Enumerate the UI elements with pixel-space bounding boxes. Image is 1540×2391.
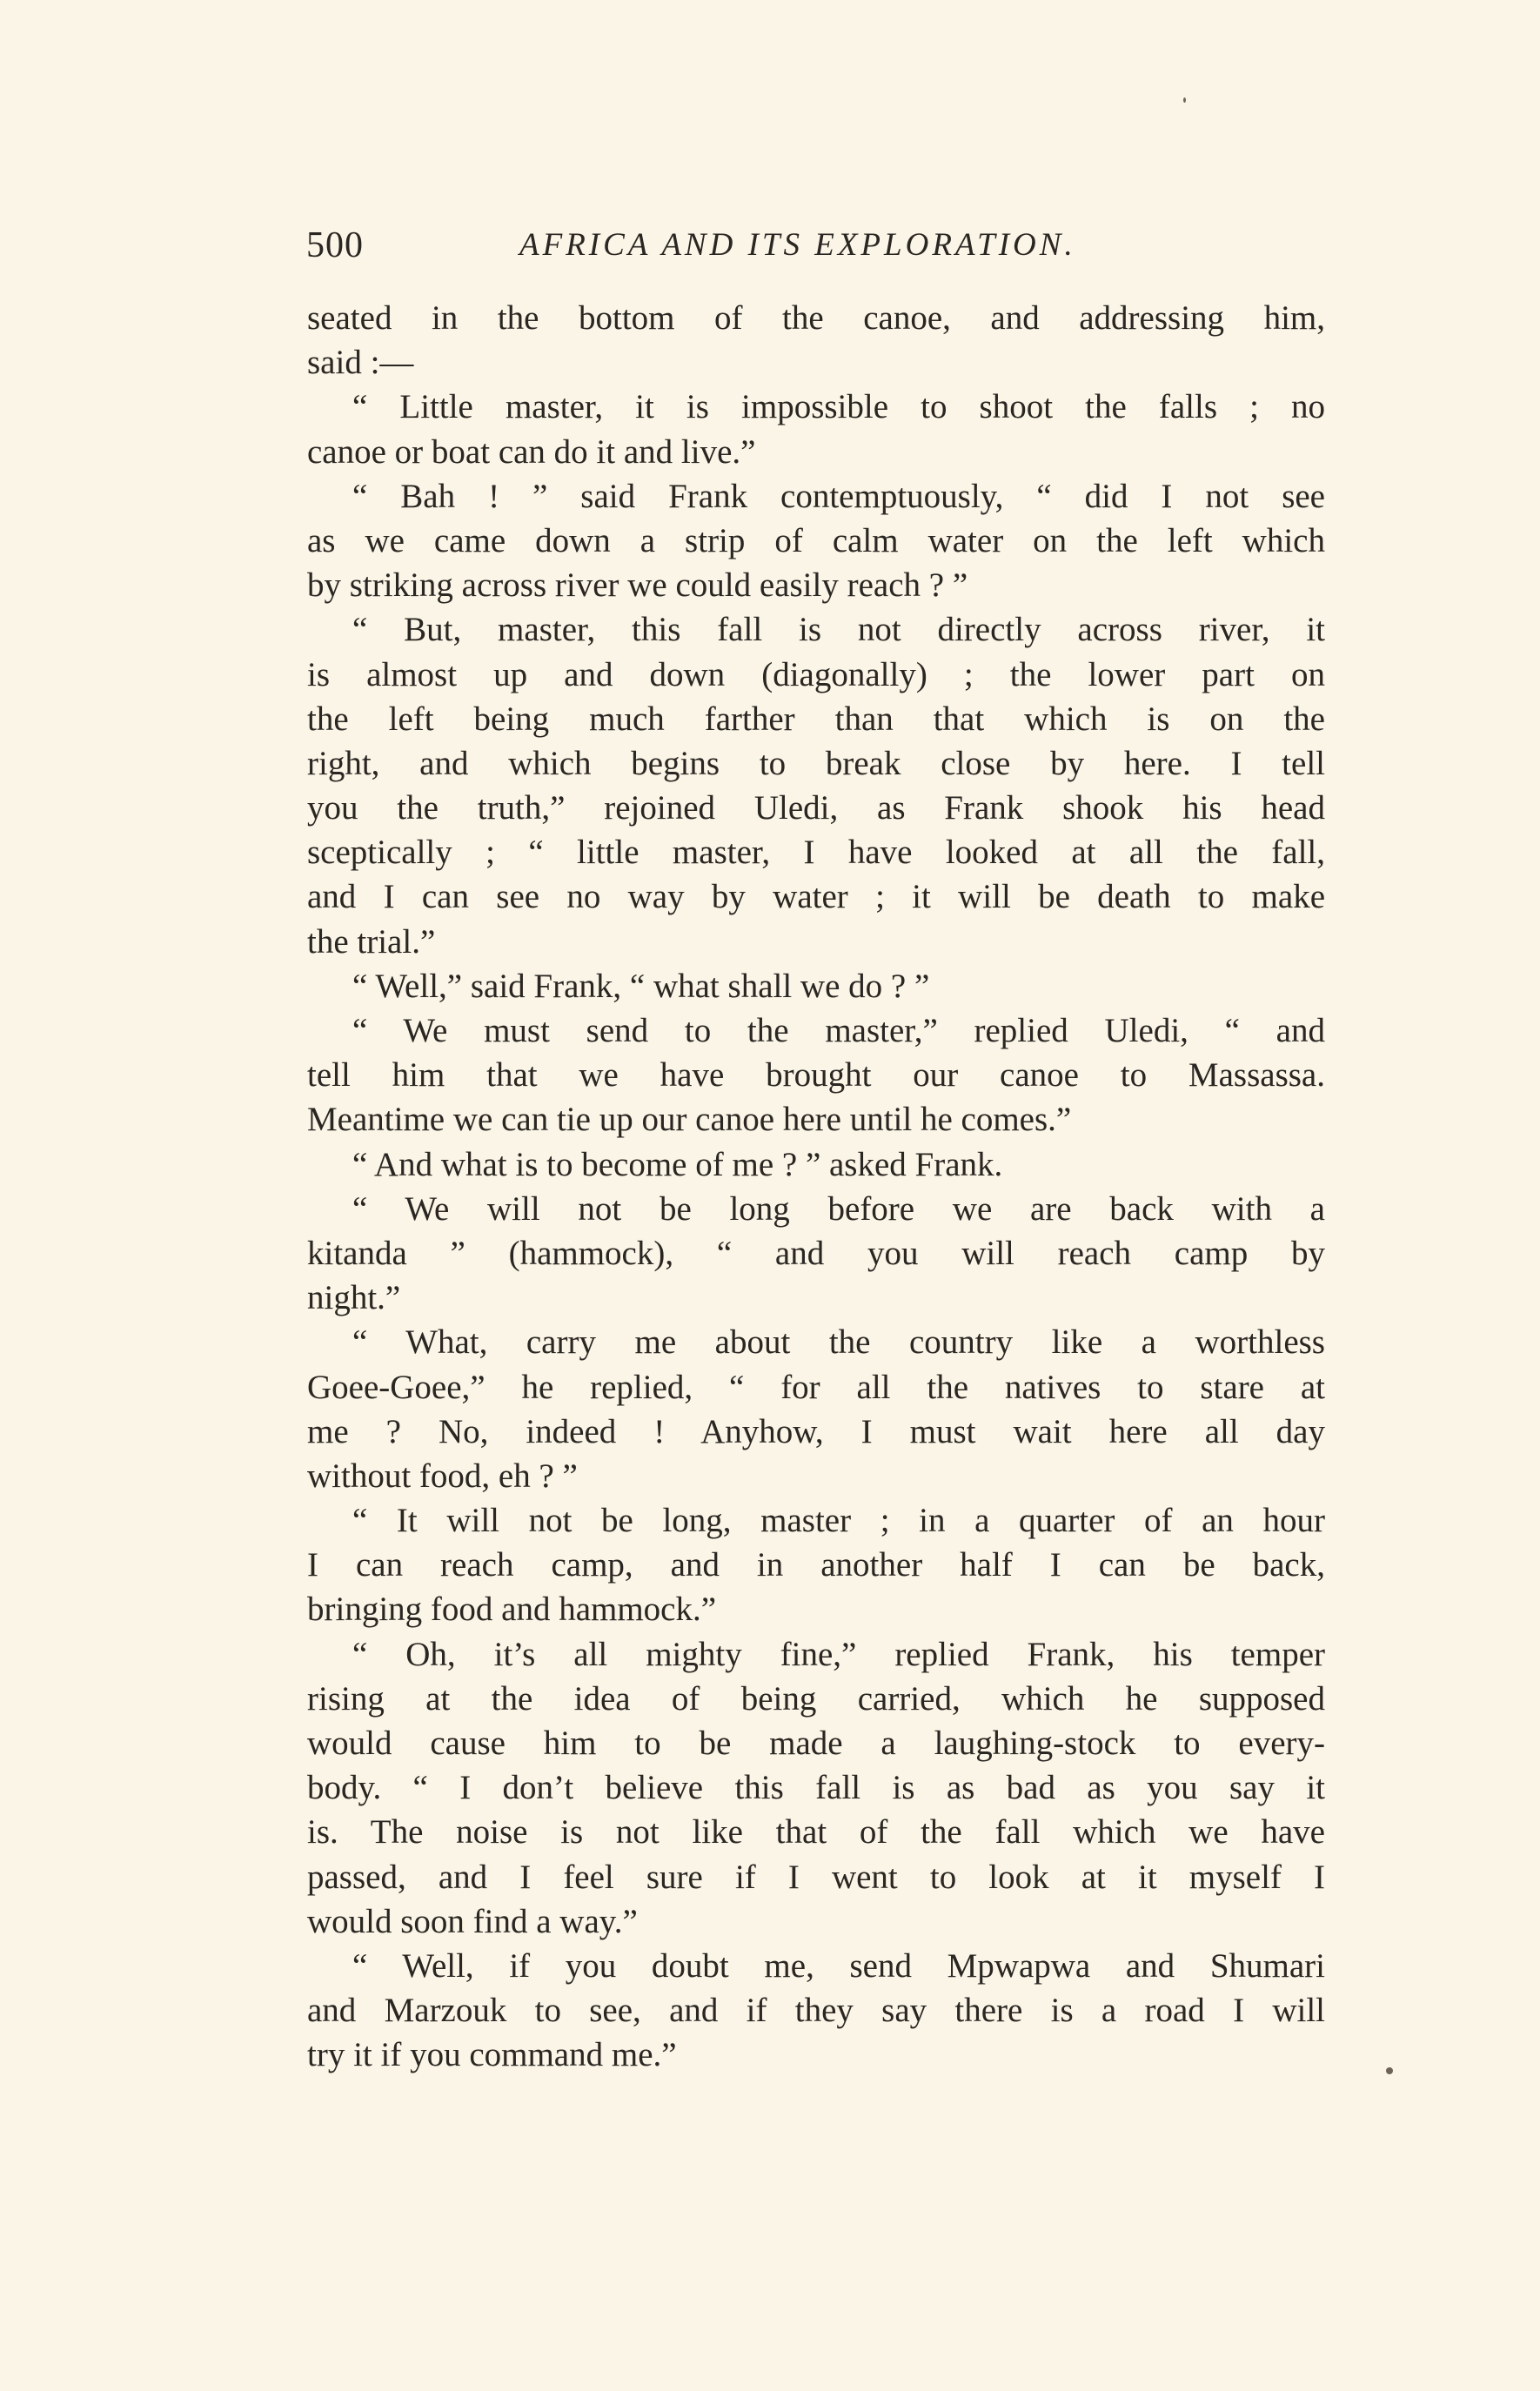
text-line: right, and which begins to break close by here. I tell [307,744,1325,782]
text-line: is. The noise is not like that of the fall which we have [307,1813,1325,1852]
text-line: seated in the bottom of the canoe, and addressing him, [307,299,1325,337]
text-line: Meantime we can tie up our canoe here until he comes.” [307,1101,1072,1139]
text-line: the left being much farther than that which is on the [307,700,1325,738]
text-line: “ And what is to become of me ? ” asked Frank. [352,1145,1003,1183]
text-line: “ We will not be long before we are back with a [352,1189,1325,1228]
text-line: said :— [307,344,414,382]
text-line: body. “ I don’t believe this fall is as bad as you say it [307,1769,1325,1807]
page-header [306,219,1324,271]
text-line: passed, and I feel sure if I went to look at it myself I [307,1858,1325,1896]
text-line: and I can see no way by water ; it will be death to make [307,878,1325,916]
text-line: “ Well,” said Frank, “ what shall we do ? ” [352,967,930,1005]
text-line: “ What, carry me about the country like a worthless [352,1323,1325,1362]
text-line: “ But, master, this fall is not directly across river, it [352,611,1325,649]
text-line: night.” [307,1279,401,1317]
text-line: would cause him to be made a laughing-stock to every- [307,1725,1325,1762]
text-line: “ We must send to the master,” replied Uledi, “ and [352,1012,1325,1049]
body-text [307,296,1325,2078]
text-line: try it if you command me.” [307,2036,677,2074]
text-line: is almost up and down (diagonally) ; the lower part on [307,655,1325,693]
text-line: Goee-Goee,” he replied, “ for all the natives to stare at [307,1368,1325,1406]
text-line: and Marzouk to see, and if they say there is a road I will [307,1992,1325,2030]
text-line: as we came down a strip of calm water on the left which [307,521,1325,559]
text-line: me ? No, indeed ! Anyhow, I must wait here all day [307,1412,1325,1450]
text-line: I can reach camp, and in another half I can be back, [307,1546,1325,1584]
running-head: AFRICA AND ITS EXPLORATION. [519,227,1076,263]
paper-speck [1386,2067,1393,2074]
text-line: without food, eh ? ” [307,1457,578,1495]
text-line: kitanda ” (hammock), “ and you will reach camp by [307,1234,1325,1272]
text-line: tell him that we have brought our canoe to Massassa. [307,1056,1325,1095]
text-line: “ Well, if you doubt me, send Mpwapwa and Shumari [352,1946,1325,1985]
text-line: sceptically ; “ little master, I have looked at all the fall, [307,834,1325,872]
text-line: canoe or boat can do it and live.” [307,432,756,471]
page-number: 500 [306,225,364,265]
text-line: would soon find a way.” [307,1902,638,1940]
text-line: rising at the idea of being carried, which he supposed [307,1679,1325,1718]
text-line: “ Bah ! ” said Frank contemptuously, “ did I not see [352,477,1325,515]
paper-speck [1183,97,1186,103]
text-line: bringing food and hammock.” [307,1591,717,1629]
text-line: the trial.” [307,922,436,961]
text-line: “ Oh, it’s all mighty fine,” replied Frank, his temper [352,1635,1325,1673]
text-line: you the truth,” rejoined Uledi, as Frank shook his head [307,789,1325,827]
text-line: “ It will not be long, master ; in a quarter of an hour [352,1502,1325,1540]
text-line: “ Little master, it is impossible to shoot the falls ; no [352,388,1325,426]
text-line: by striking across river we could easily reach ? ” [307,566,968,605]
